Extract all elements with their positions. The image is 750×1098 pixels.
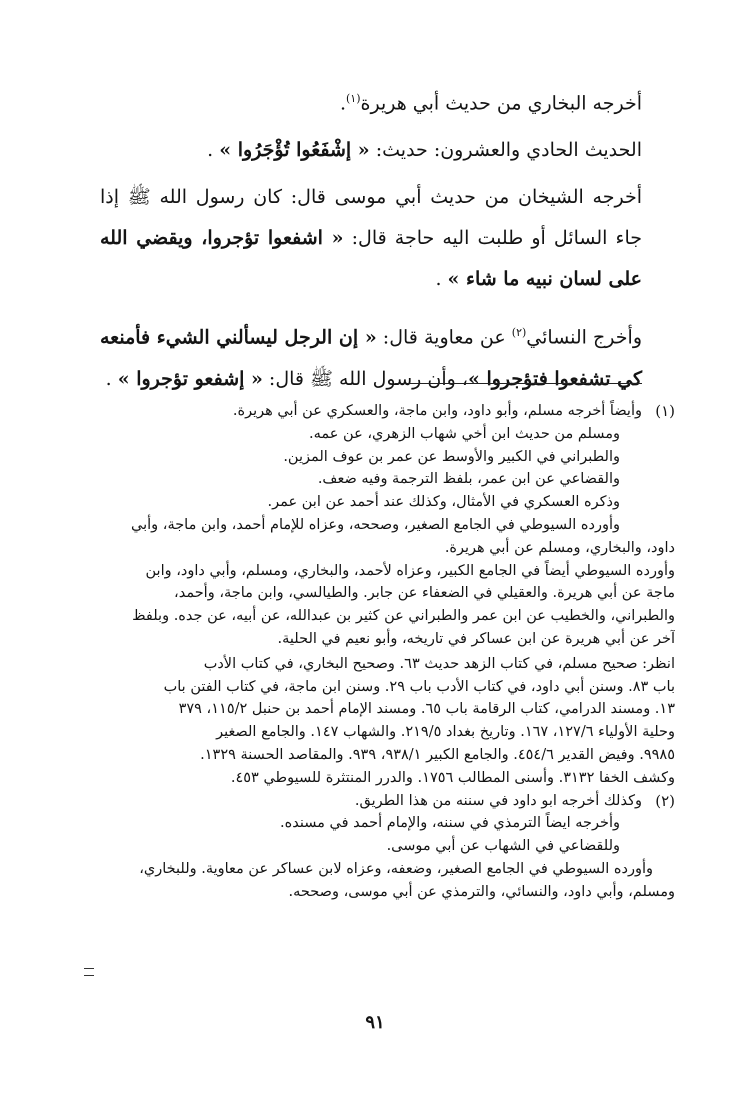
footnote-line: ماجة عن أبي هريرة. والعقيلي في الضعفاء عن جابر. والطيالسي، وابن ماجة، وأحمد، (174, 585, 675, 602)
paragraph-shaykhan (100, 177, 642, 300)
footnote-line: ومسلم من حديث ابن أخي شهاب الزهري، عن عمه. (309, 425, 620, 442)
hadith-quote: « إشفعو تؤجروا » (117, 367, 263, 390)
footnote-separator (395, 383, 642, 384)
footnote-number: (٢) (655, 791, 675, 810)
footnote-line: وللقضاعي في الشهاب عن أبي موسى. (386, 838, 620, 855)
footnotes (100, 400, 675, 904)
hadith-quote: « اشفعوا تؤجروا، ويقضي الله على لسان نبيه ما شاء » (100, 227, 642, 291)
paragraph-hadith-heading (100, 130, 642, 171)
footnote-line: وأخرجه ايضاً الترمذي في سننه، والإمام أحمد في مسنده. (280, 815, 620, 832)
footnote-line: آخر عن أبي هريرة عن ابن عساكر في تاريخه، وأبو نعيم في الحلية. (277, 630, 675, 647)
footnote-line: وأورده السيوطي أيضاً في الجامع الكبير، وعزاه لأحمد، والبخاري، ومسلم، وأبي داود، وابن (145, 562, 675, 579)
footnote-line: باب ٨٣. وسنن أبي داود، في كتاب الأدب باب ٢٩. وسنن ابن ماجة، في كتاب الفتن باب (163, 678, 675, 695)
page-number: ٩١ (365, 1012, 385, 1033)
footnote-line: والطبراني في الكبير والأوسط عن عمر بن عوف المزين. (283, 448, 620, 465)
footnote-line: والطبراني، والخطيب عن ابن عمر والطبراني عن كثير بن عبدالله، عن أبيه، عن جده. وبلفظ (132, 608, 675, 625)
paragraph-nasai (100, 312, 642, 399)
footnote-ref-1: (١) (346, 92, 361, 105)
text-run: عن معاوية قال: (376, 326, 512, 349)
paragraph-bukhari (100, 78, 642, 124)
text-run: . (207, 139, 220, 162)
footnote-1-continued (100, 537, 675, 790)
text-run: . (339, 92, 346, 115)
footnote-line: داود، والبخاري، ومسلم عن أبي هريرة. (444, 539, 675, 556)
main-text (100, 78, 642, 400)
footnote-line: وحلية الأولياء ١٢٧/٦، ١٦٧. وتاريخ بغداد ٢١٩/٥. والشهاب ١٤٧. والجامع الصغير (216, 724, 675, 741)
hadith-quote: « إن الرجل ليسألني الشيء فأمنعه كي تشفعوا فتؤجروا » (100, 326, 642, 390)
footnote-line: وأورده السيوطي في الجامع الصغير، وضعفه، وعزاه لابن عساكر عن معاوية. وللبخاري، (139, 860, 653, 877)
text-run: . (435, 268, 448, 291)
text-run: أخرجه الشيخان من حديث أبي موسى قال: كان رسول الله ﷺ إذا جاء السائل أو طلبت اليه حاجة قال: (100, 186, 642, 250)
footnote-1 (100, 400, 675, 537)
footnote-line: ٩٩٨٥. وفيض القدير ٤٥٤/٦. والجامع الكبير ٩٣٨/١، ٩٣٩. والمقاصد الحسنة ١٣٢٩. (200, 746, 675, 763)
text-run: ، وأن رسول الله ﷺ قال: (262, 367, 468, 390)
margin-mark (84, 968, 94, 976)
footnote-line: انظر: صحيح مسلم، في كتاب الزهد حديث ٦٣. وصحيح البخاري، في كتاب الأدب (203, 655, 675, 672)
footnote-number: (١) (655, 402, 675, 420)
footnote-ref-2: (٢) (511, 326, 527, 340)
footnote-line: وكشف الخفا ٣١٣٢. وأسنى المطالب ١٧٥٦. والدرر المنتثرة للسيوطي ٤٥٣. (230, 769, 675, 786)
footnote-line: ١٣. ومسند الدرامي، كتاب الرقامة باب ٦٥. ومسند الإمام أحمد بن حنبل ١١٥/٢، ٣٧٩ (178, 701, 675, 718)
footnote-2-continued (100, 858, 675, 904)
footnote-line: والقضاعي عن ابن عمر، بلفظ الترجمة وفيه ضعف. (317, 471, 620, 488)
footnote-line: وأيضاً أخرجه مسلم، وأبو داود، وابن ماجة، والعسكري عن أبي هريرة. (232, 403, 642, 419)
footnote-line: وكذلك أخرجه ابو داود في سننه من هذا الطريق. (354, 792, 642, 809)
footnote-body (100, 400, 642, 537)
text-run: الحديث الحادي والعشرون: حديث: (369, 139, 642, 162)
footnote-line: وذكره العسكري في الأمثال، وكذلك عند أحمد عن ابن عمر. (267, 494, 620, 511)
text-run: أخرجه البخاري من حديث أبي هريرة (360, 92, 642, 115)
hadith-title: « إشْفَعُوا تُؤْجَرُوا » (219, 139, 370, 162)
text-run: وأخرج النسائي (526, 326, 642, 349)
footnote-2 (100, 790, 675, 858)
footnote-line: وأورده السيوطي في الجامع الصغير، وصححه، وعزاه للإمام أحمد، وابن ماجة، وأبي (131, 516, 620, 533)
text-run: . (105, 367, 118, 390)
footnote-body (100, 790, 642, 858)
footnote-line: ومسلم، وأبي داود، والنسائي، والترمذي عن أبي موسى، وصححه. (288, 883, 675, 900)
